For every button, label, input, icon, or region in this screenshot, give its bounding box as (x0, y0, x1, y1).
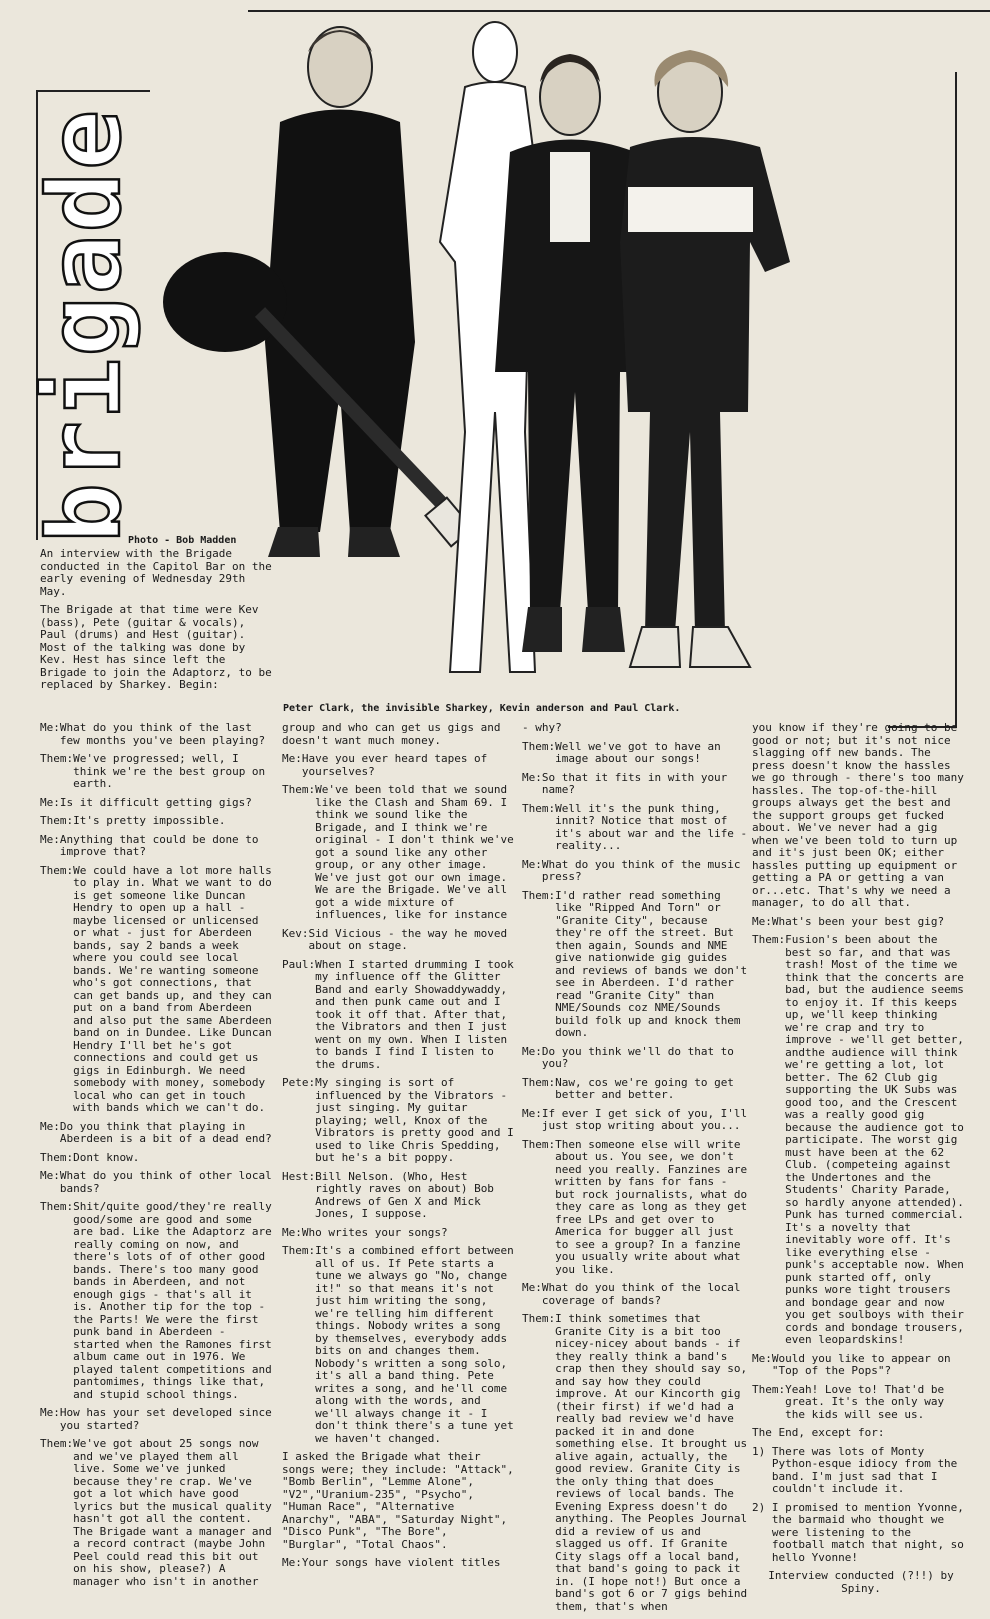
interview-text: There was lots of Monty Python-esque idiocy from the band. I'm just sad that I couldn't include it. (771, 1444, 958, 1495)
interview-text: What do you think of the last few months you've been playing? (59, 721, 266, 747)
speaker-label: Them: (522, 739, 556, 753)
interview-text: Dont know. (73, 1150, 140, 1164)
interview-line (40, 1407, 278, 1432)
speaker-label: Me: (282, 1225, 302, 1239)
speaker-label: Them: (282, 1244, 316, 1257)
speaker-label: Me: (752, 914, 772, 928)
interview-line (40, 1201, 278, 1401)
interview-text: My singing is sort of influenced by the Vibrators - just singing. My guitar playing; well, Knox of the Vibrators is pretty good and I used to like Chris Spedding, but he's a bit poppy. (315, 1076, 514, 1164)
speaker-label: Me: (522, 1281, 542, 1294)
speaker-label: Them: (40, 1437, 74, 1450)
speaker-label: Me: (40, 1406, 60, 1419)
speaker-label: Them: (40, 814, 74, 827)
interview-line (522, 890, 752, 1040)
speaker-label: Them: (522, 801, 556, 815)
interview-text: We've progressed; well, I think we're the best group on earth. (73, 752, 266, 790)
interview-line (752, 1353, 970, 1378)
speaker-label: Kev: (282, 926, 309, 940)
speaker-label: Me: (40, 721, 60, 734)
speaker-label: Me: (282, 1556, 302, 1569)
speaker-label: Them: (40, 863, 74, 877)
interview-signoff: Interview conducted (?!!) by Spiny. (768, 1569, 954, 1595)
interview-line (282, 1451, 517, 1551)
frame-right-rule (955, 72, 957, 727)
speaker-label: Hest: (282, 1169, 316, 1183)
speaker-label: Me: (522, 1044, 542, 1058)
interview-text: What do you think of the local coverage of bands? (541, 1281, 741, 1307)
speaker-label: 2) (752, 1500, 772, 1514)
speaker-label: Them: (522, 1312, 556, 1325)
interview-text: you know if they're going to be good or not; but it's not nice slagging off new bands. The press doesn't know the hassles we go through - there's too many hassles. The top-of-the-hill groups always get the best and the support groups get fucked about. We've never had a gig when we've been told to turn up and it's just been OK; either hassles putting up equipment or getting a PA or getting a van or...etc. That's why we need a manager, to do all that. (752, 721, 964, 909)
interview-line (522, 1077, 752, 1102)
interview-line (282, 753, 517, 778)
photo-caption: Peter Clark, the invisible Sharkey, Kevin anderson and Paul Clark. (283, 703, 681, 714)
interview-text: Anything that could be done to improve that? (59, 832, 259, 858)
interview-text: What do you think of the music press? (541, 857, 741, 883)
interview-text: What do you think of other local bands? (59, 1169, 272, 1195)
interview-text: Do you think we'll do that to you? (541, 1044, 734, 1070)
interview-column-2 (282, 722, 517, 1576)
speaker-label: Pete: (282, 1076, 316, 1089)
interview-text: I'd rather read something like "Ripped And Torn" or "Granite City", because they're off the street. But then again, Sounds and NME give nationwide gig guides and reviews of bands we don't see in Aberdeen. I'd rather read "Granite City" than NME/Sounds coz NME/Sounds build folk up and knock them down. (555, 888, 748, 1039)
speaker-label: Them: (40, 1150, 74, 1164)
interview-text: Then someone else will write about us. You see, we don't need you really. Fanzines are written by fans for fans - but rock journalists, what do they care as long as they get free LPs and get over to America for bugger all just to see a group? In a fanzine you usually write about what you like. (555, 1137, 748, 1276)
interview-line (752, 916, 970, 929)
interview-line (752, 1427, 970, 1440)
interview-line (282, 784, 517, 922)
interview-line (522, 1313, 752, 1613)
interview-line (752, 1502, 970, 1565)
interview-line (752, 722, 970, 910)
interview-line (522, 772, 752, 797)
interview-line (282, 1077, 517, 1165)
speaker-label: Me: (40, 795, 60, 809)
interview-line (40, 753, 278, 791)
speaker-label: Them: (40, 1200, 74, 1213)
interview-line (40, 815, 278, 828)
interview-line (40, 1170, 278, 1195)
speaker-label: Me: (282, 752, 302, 765)
interview-line (40, 797, 278, 810)
speaker-label: Me: (522, 770, 542, 784)
interview-text: So that it fits in with your name? (541, 770, 728, 796)
interview-text: Fusion's been about the best so far, and that was trash! Most of the time we think that the concerts are bad, but the audience seems to enjoy it. If this keeps up, we'll keep thinking we're crap and try to improve - we'll get better, andthe audience will think we're getting a lot, lot better. The 62 Club gig supporting the UK Subs was good too, and the Crescent was a really good gig because the audience got to participate. The worst gig must have been at the 62 Club. (competeing against the Undertones and the Students' Charity Parade, so hardly anyone attended). Punk has turned commercial. It's a novelty that inevitably wore off. It's like everything else - punk's acceptable now. When punk started off, only punks wore tight trousers and bondage gear and now you get soulboys with their cords and bondage trousers, even leopardskins! (785, 933, 964, 1346)
interview-line (40, 865, 278, 1115)
interview-line (282, 1227, 517, 1240)
speaker-label: Me: (40, 832, 60, 846)
interview-column-1 (40, 722, 278, 1594)
interview-text: Your songs have violent titles (301, 1556, 501, 1569)
person-paul-clark (620, 50, 790, 667)
interview-line (522, 1282, 752, 1307)
speaker-label: 1) (752, 1444, 772, 1458)
speaker-label: Them: (40, 752, 74, 765)
interview-text: We've been told that we sound like the Clash and Sham 69. I think we sound like the Brigade, and I think we're original - I don't think we've got a sound like any other group, or any other image. We've just got our own image. We are the Brigade. We've all got a wide mixture of influences, like for instance (315, 783, 514, 921)
intro-paragraph: An interview with the Brigade conducted in the Capitol Bar on the early evening of Wednesday 29th May. (40, 547, 272, 598)
intro (40, 548, 275, 698)
interview-line (40, 1121, 278, 1146)
speaker-label: Me: (522, 1106, 542, 1120)
interview-text: How has your set developed since you started? (59, 1406, 272, 1432)
interview-text: I think sometimes that Granite City is a bit too nicey-nicey about bands - if they really think a band's crap then they should say so, and say how they could improve. At our Kincorth gig (their first) if we'd had a really bad review we'd have packed it in and done something else. It brought us alive again, actually, the good review. Granite City is the only thing that does reviews of local bands. The Evening Express doesn't do anything. The Peoples Journal did a review of us and slagged us off. If Granite City slags off a local band, that band's going to pack it in. (I hope not!) But once a band's got 6 or 7 gigs behind them, that's when (555, 1312, 748, 1613)
speaker-label: Them: (752, 1382, 786, 1396)
interview-text: When I started drumming I took my influence off the Glitter Band and early Showaddywaddy, and then punk came out and I took it off that. After that, the Vibrators and then I just went on my own. When I listen to bands I find I listen to the drums. (315, 957, 514, 1071)
speaker-label: Them: (282, 783, 316, 796)
band-title-text: brigade (26, 107, 144, 543)
interview-text: - why? (522, 721, 562, 734)
interview-text: Who writes your songs? (301, 1225, 448, 1239)
interview-line (522, 741, 752, 766)
interview-line (282, 959, 517, 1072)
interview-line (522, 1108, 752, 1133)
interview-line (522, 803, 752, 853)
interview-text: Well we've got to have an image about our songs! (555, 739, 721, 765)
speaker-label: Them: (522, 1137, 556, 1151)
interview-line (282, 1245, 517, 1445)
person-peter-clark (265, 27, 415, 557)
speaker-label: Me: (40, 1119, 60, 1133)
interview-line (522, 859, 752, 884)
interview-text: Would you like to appear on "Top of the Pops"? (771, 1351, 951, 1377)
interview-text: The End, except for: (752, 1426, 885, 1439)
interview-line (752, 1446, 970, 1496)
interview-text: I asked the Brigade what their songs were; they include: "Attack", "Bomb Berlin", "Lemme Alone", "V2","Uranium-235", "Psycho", "Human Race", "Alternative Anarchy", "ABA", "Saturday Night", "Disco Punk", "The Bore", "Burglar", "Total Chaos". (282, 1450, 514, 1551)
interview-text: It's pretty impossible. (73, 814, 226, 827)
interview-line (40, 834, 278, 859)
interview-text: Naw, cos we're going to get better and better. (555, 1075, 734, 1101)
speaker-label: Me: (752, 1351, 772, 1365)
interview-line (522, 1139, 752, 1277)
interview-line (282, 1171, 517, 1221)
interview-column-4 (752, 722, 970, 1595)
interview-text: Shit/quite good/they're really good/some are good and some are bad. Like the Adaptorz are really coming on now, and there's lots of of other good bands. There's too many good bands in Aberdeen, and not enough gigs - that's all it is. Another tip for the top - the Parts! We were the first punk band in Aberdeen - started when the Ramones first album came out in 1976. We played talent competitions and pantomimes, things like that, and stupid school things. (73, 1200, 272, 1401)
interview-text: Do you think that playing in Aberdeen is a bit of a dead end? (59, 1119, 272, 1145)
interview-text: What's been your best gig? (771, 914, 945, 928)
interview-text: Bill Nelson. (Who, Hest rightly raves on about) Bob Andrews of Gen X and Mick Jones, I suppose. (315, 1169, 494, 1220)
speaker-label: Them: (752, 933, 786, 946)
interview-line (522, 722, 752, 735)
interview-text: If ever I get sick of you, I'll just stop writing about you... (541, 1106, 748, 1132)
interview-text: I promised to mention Yvonne, the barmaid who thought we were listening to the football match that night, so hello Yvonne! (771, 1500, 964, 1564)
interview-line (752, 934, 970, 1347)
interview-text: Yeah! Love to! That'd be great. It's the only way the kids will see us. (785, 1382, 945, 1421)
interview-line (40, 722, 278, 747)
interview-line (40, 1438, 278, 1588)
speaker-label: Them: (522, 1075, 556, 1089)
interview-column-3 (522, 722, 752, 1619)
speaker-label: Me: (40, 1169, 60, 1182)
interview-text: Well it's the punk thing, innit? Notice that most of it's about war and the life - reality... (555, 801, 748, 852)
interview-text: It's a combined effort between all of us. If Pete starts a tune we always go "No, change it!" so that means it's not just him writing the song, we're telling him different things. Nobody writes a song by themselves, everybody adds bits on and changes them. Nobody's written a song solo, it's all a band thing. Pete writes a song, and he'll come along with the words, and we'll always change it - I don't think there's a tune yet we haven't changed. (315, 1244, 514, 1445)
speaker-label: Me: (522, 857, 542, 871)
intro-paragraph: The Brigade at that time were Kev (bass), Pete (guitar & vocals), Paul (drums) and Hest (guitar). Most of the talking was done by Kev. Hest has since left the Brigade to join the Adaptorz, to be replaced by Sharkey. Begin: (40, 603, 272, 691)
interview-line (282, 1557, 517, 1570)
interview-text: We could have a lot more halls to play in. What we want to do is get someone like Duncan Hendry to open up a hall - maybe licensed or unlicensed or what - just for Aberdeen bands, say 2 bands a week where you could see local bands. We're wanting someone who's got connections, that can get bands up, and they can put on a band from Aberdeen and also put the same Aberdeen band on in Dundee. Like Duncan Hendry I'll bet he's got connections and could get us gigs in Edinburgh. We need somebody with money, somebody local who can get in touch with bands which we can't do. (73, 863, 272, 1114)
interview-text: Have you ever heard tapes of yourselves? (301, 752, 488, 778)
speaker-label: Paul: (282, 957, 316, 971)
interview-line (40, 1152, 278, 1165)
interview-text: We've got about 25 songs now and we've played them all live. Some we've junked because they're crap. We've got a lot which have good lyrics but the musical quality hasn't got all the content. The Brigade want a manager and a record contract (maybe John Peel could read this bit out on his show, please?) A manager who isn't in another (73, 1437, 272, 1588)
interview-line (282, 928, 517, 953)
photo-credit: Photo - Bob Madden (128, 535, 237, 546)
interview-text: group and who can get us gigs and doesn't want much money. (282, 721, 501, 747)
interview-text: Sid Vicious - the way he moved about on stage. (308, 926, 508, 952)
interview-line (752, 1384, 970, 1422)
interview-line (522, 1046, 752, 1071)
interview-text: Is it difficult getting gigs? (59, 795, 252, 809)
speaker-label: Them: (522, 888, 556, 902)
interview-line (282, 722, 517, 747)
band-title (26, 105, 144, 545)
